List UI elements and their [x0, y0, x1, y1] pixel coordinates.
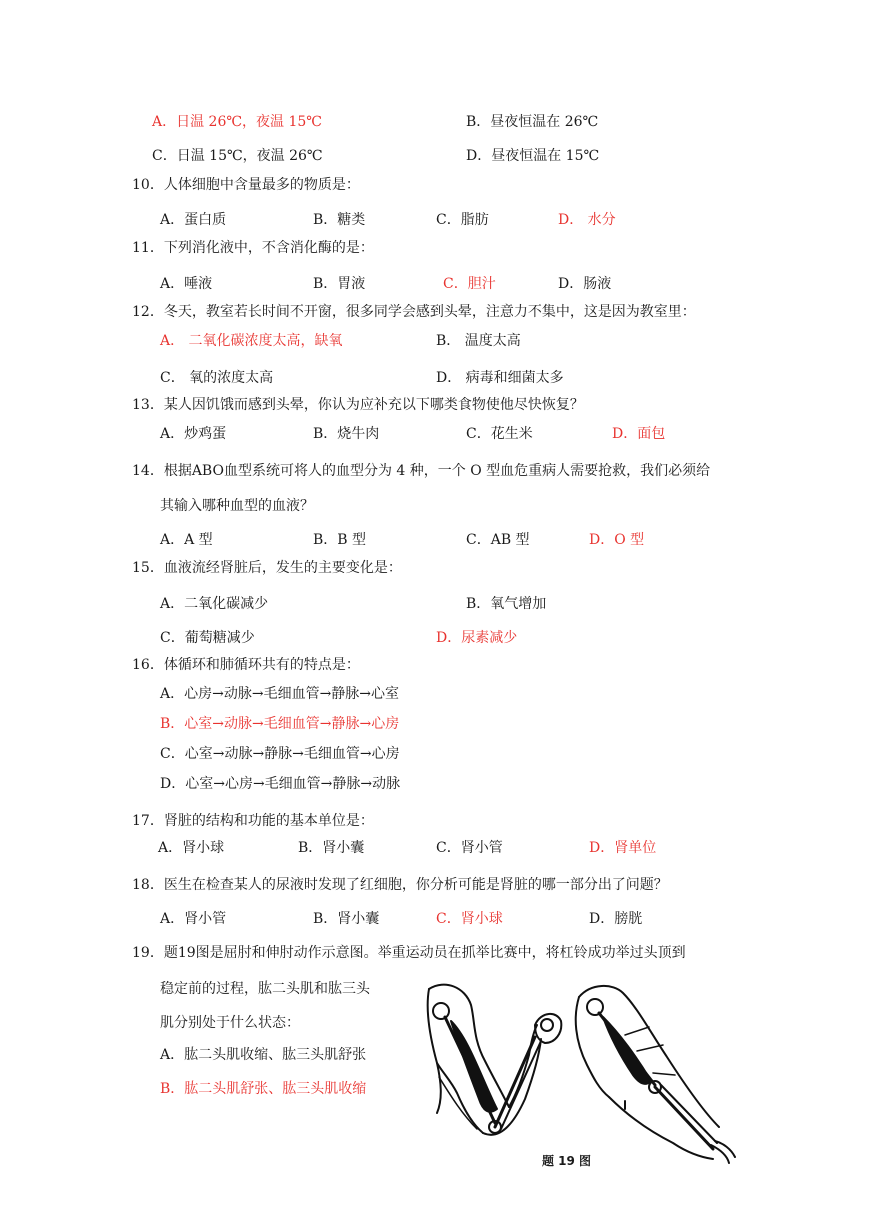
q10-option-d: D． 水分 — [558, 212, 616, 228]
q9-option-b: B．昼夜恒温在 26℃ — [466, 114, 599, 130]
q13-option-a: A．炒鸡蛋 — [160, 426, 227, 442]
q15-option-d: D．尿素减少 — [436, 630, 518, 646]
q14-option-a: A．A 型 — [160, 532, 213, 548]
q10-option-b: B．糖类 — [313, 212, 366, 228]
q17-option-c: C．肾小管 — [436, 840, 503, 856]
q16-stem: 16．体循环和肺循环共有的特点是： — [132, 657, 360, 673]
extended-arm-illustration — [576, 986, 735, 1163]
q13-option-c: C．花生米 — [466, 426, 533, 442]
arm-flexion-extension-illustration — [423, 981, 741, 1167]
q13-option-b: B．烧牛肉 — [313, 426, 380, 442]
q15-stem: 15．血液流经肾脏后，发生的主要变化是： — [132, 560, 402, 576]
q14-stem-line1: 14．根据ABO血型系统可将人的血型分为 4 种，一个 O 型血危重病人需要抢救，我们必须给 — [132, 463, 711, 479]
q18-option-c: C．肾小球 — [436, 911, 503, 927]
q10-stem: 10．人体细胞中含量最多的物质是： — [132, 177, 360, 193]
flexed-arm-illustration — [428, 985, 562, 1135]
q12-option-d: D． 病毒和细菌太多 — [436, 370, 564, 386]
q10-option-a: A．蛋白质 — [160, 212, 227, 228]
q11-option-a: A．唾液 — [160, 276, 213, 292]
q10-option-c: C．脂肪 — [436, 212, 489, 228]
figure-caption: 题 19 图 — [542, 1154, 592, 1168]
q19-option-a: A．肱二头肌收缩、肱三头肌舒张 — [160, 1047, 367, 1063]
q11-option-d: D．肠液 — [558, 276, 612, 292]
q16-option-a: A．心房→动脉→毛细血管→静脉→心室 — [160, 686, 400, 702]
q16-option-c: C．心室→动脉→静脉→毛细血管→心房 — [160, 746, 400, 762]
q11-option-c: C．胆汁 — [443, 276, 496, 292]
q19-stem-line2: 稳定前的过程，肱二头肌和肱三头 — [160, 981, 370, 997]
q15-option-a: A．二氧化碳减少 — [160, 596, 269, 612]
q13-option-d: D．面包 — [612, 426, 666, 442]
q19-stem-line3: 肌分别处于什么状态： — [160, 1015, 300, 1031]
q18-option-b: B．肾小囊 — [313, 911, 380, 927]
q18-stem: 18．医生在检查某人的尿液时发现了红细胞，你分析可能是肾脏的哪一部分出了问题？ — [132, 877, 668, 893]
q16-option-b: B．心室→动脉→毛细血管→静脉→心房 — [160, 716, 400, 732]
q9-option-c: C．日温 15℃，夜温 26℃ — [152, 148, 323, 164]
q16-option-d: D．心室→心房→毛细血管→静脉→动脉 — [160, 776, 401, 792]
q12-option-c: C． 氧的浓度太高 — [160, 370, 274, 386]
q18-option-a: A．肾小管 — [160, 911, 227, 927]
q14-option-b: B．B 型 — [313, 532, 367, 548]
q11-option-b: B．胃液 — [313, 276, 366, 292]
q12-option-a: A． 二氧化碳浓度太高，缺氧 — [160, 333, 343, 349]
q17-option-a: A．肾小球 — [158, 840, 225, 856]
q12-stem: 12．冬天，教室若长时间不开窗，很多同学会感到头晕，注意力不集中，这是因为教室里： — [132, 304, 696, 320]
q9-option-a: A．日温 26℃，夜温 15℃ — [152, 114, 322, 130]
q13-stem: 13．某人因饥饿而感到头晕，你认为应补充以下哪类食物使他尽快恢复？ — [132, 397, 584, 413]
q9-option-d: D．昼夜恒温在 15℃ — [466, 148, 600, 164]
q15-option-c: C．葡萄糖减少 — [160, 630, 255, 646]
q14-option-d: D．O 型 — [589, 532, 645, 548]
q18-option-d: D．膀胱 — [589, 911, 643, 927]
q11-stem: 11．下列消化液中，不含消化酶的是： — [132, 240, 374, 256]
q17-option-d: D．肾单位 — [589, 840, 657, 856]
q19-stem-line1: 19．题19图是屈肘和伸肘动作示意图。举重运动员在抓举比赛中，将杠铃成功举过头顶到 — [132, 945, 686, 961]
q14-option-c: C．AB 型 — [466, 532, 530, 548]
q12-option-b: B． 温度太高 — [436, 333, 521, 349]
q15-option-b: B．氧气增加 — [466, 596, 547, 612]
q19-option-b: B．肱二头肌舒张、肱三头肌收缩 — [160, 1081, 367, 1097]
q14-stem-line2: 其输入哪种血型的血液？ — [160, 498, 314, 514]
q17-option-b: B．肾小囊 — [298, 840, 365, 856]
q17-stem: 17．肾脏的结构和功能的基本单位是： — [132, 813, 374, 829]
